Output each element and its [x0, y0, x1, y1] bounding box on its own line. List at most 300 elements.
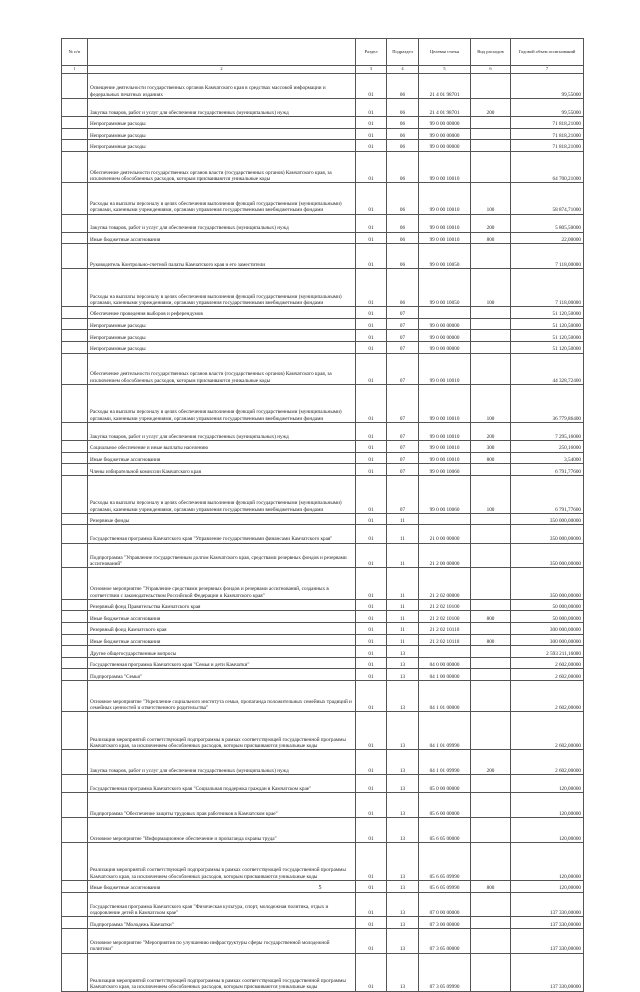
column-number: 7 [511, 66, 584, 74]
row-amount: 71 818,21000 [511, 128, 584, 140]
row-expense-type [471, 646, 511, 658]
row-target-article: 99 0 00 10010 [419, 151, 471, 182]
row-target-article: 21 4 01 98701 [419, 74, 471, 99]
row-amount: 71 818,21000 [511, 140, 584, 152]
row-number [62, 441, 88, 453]
row-razdel: 01 [356, 74, 387, 99]
row-name: Закупка товаров, работ и услуг для обеспечения государственных (муниципальных) нужд [88, 214, 356, 232]
row-name: Подпрограмма "Управление государственным долгом Камчатского края, средствами резервных фондов и резервами ассигнований" [88, 543, 356, 568]
row-razdel: 01 [356, 793, 387, 818]
row-razdel: 01 [356, 842, 387, 880]
row-target-article: 99 0 00 00000 [419, 341, 471, 353]
row-amount: 51 120,50000 [511, 330, 584, 342]
row-target-article: 99 0 00 10010 [419, 183, 471, 214]
row-target-article: 05 6 05 09990 [419, 880, 471, 892]
row-razdel: 01 [356, 151, 387, 182]
table-row [62, 341, 584, 353]
row-name: Социальное обеспечение и иные выплаты населению [88, 441, 356, 453]
row-razdel: 01 [356, 917, 387, 929]
row-name: Непрограммные расходы [88, 128, 356, 140]
row-razdel: 01 [356, 214, 387, 232]
row-number [62, 623, 88, 635]
row-expense-type: 800 [471, 634, 511, 646]
row-podrazdel: 07 [387, 475, 419, 513]
row-amount: 5 805,50000 [511, 214, 584, 232]
row-amount: 350 000,00000 [511, 543, 584, 568]
row-name: Иные бюджетные ассигнования [88, 452, 356, 464]
row-podrazdel: 13 [387, 750, 419, 775]
row-razdel: 01 [356, 818, 387, 843]
row-amount: 2 602,00000 [511, 657, 584, 669]
column-number: 6 [471, 66, 511, 74]
row-target-article [419, 646, 471, 658]
row-razdel: 01 [356, 611, 387, 623]
row-razdel: 01 [356, 657, 387, 669]
row-number [62, 599, 88, 611]
row-number [62, 513, 88, 525]
row-razdel: 01 [356, 646, 387, 658]
row-amount: 7 118,00000 [511, 269, 584, 307]
column-number: 4 [387, 66, 419, 74]
row-amount: 120,00000 [511, 793, 584, 818]
row-expense-type [471, 74, 511, 99]
row-name: Государственная программа Камчатского края "Физическая культура, спорт, молодежная политика, отдых и оздоровление детей в Камчатском крае" [88, 892, 356, 917]
row-number [62, 232, 88, 244]
header-row [62, 39, 584, 66]
row-razdel: 01 [356, 928, 387, 953]
row-amount: 6 791,77600 [511, 464, 584, 476]
row-razdel: 01 [356, 341, 387, 353]
table-row [62, 318, 584, 330]
table-row [62, 793, 584, 818]
row-podrazdel: 07 [387, 318, 419, 330]
row-razdel: 01 [356, 953, 387, 991]
row-razdel: 01 [356, 244, 387, 269]
table-row [62, 307, 584, 319]
row-amount: 2 602,00000 [511, 680, 584, 711]
row-number [62, 475, 88, 513]
row-razdel: 01 [356, 116, 387, 128]
row-expense-type: 100 [471, 384, 511, 422]
row-target-article: 99 0 00 10010 [419, 214, 471, 232]
row-expense-type: 800 [471, 452, 511, 464]
row-number [62, 353, 88, 384]
row-podrazdel: 13 [387, 880, 419, 892]
row-name: Основное мероприятие "Информационное обеспечение и пропаганда охраны труда" [88, 818, 356, 843]
row-amount: 64 700,21000 [511, 151, 584, 182]
row-expense-type [471, 657, 511, 669]
row-target-article: 99 0 00 00000 [419, 318, 471, 330]
row-name: Иные бюджетные ассигнования [88, 880, 356, 892]
row-number [62, 818, 88, 843]
row-name: Непрограммные расходы [88, 116, 356, 128]
table-row [62, 634, 584, 646]
row-amount: 120,00000 [511, 880, 584, 892]
row-number [62, 464, 88, 476]
row-number [62, 452, 88, 464]
row-number [62, 680, 88, 711]
row-amount: 137 330,00000 [511, 953, 584, 991]
row-podrazdel: 06 [387, 244, 419, 269]
row-number [62, 318, 88, 330]
row-target-article: 04 1 00 00000 [419, 669, 471, 681]
row-razdel: 01 [356, 441, 387, 453]
row-name: Расходы на выплаты персоналу в целях обеспечения выполнения функций государственными (муниципальными) органами, казенными учреждениями, органами управления государственными внебюджетными фондами [88, 475, 356, 513]
row-amount: 99,55000 [511, 98, 584, 116]
table-row [62, 441, 584, 453]
row-number [62, 543, 88, 568]
row-razdel: 01 [356, 140, 387, 152]
row-razdel: 01 [356, 543, 387, 568]
table-row [62, 928, 584, 953]
row-number [62, 128, 88, 140]
row-podrazdel: 13 [387, 892, 419, 917]
row-razdel: 01 [356, 269, 387, 307]
table-row [62, 269, 584, 307]
row-podrazdel: 07 [387, 441, 419, 453]
row-number [62, 330, 88, 342]
row-podrazdel: 11 [387, 599, 419, 611]
row-amount: 3,54000 [511, 452, 584, 464]
row-podrazdel: 13 [387, 818, 419, 843]
table-row [62, 599, 584, 611]
row-target-article: 07 3 05 09990 [419, 953, 471, 991]
row-number [62, 341, 88, 353]
row-number [62, 917, 88, 929]
row-podrazdel: 07 [387, 452, 419, 464]
table-row [62, 232, 584, 244]
row-amount: 350 000,00000 [511, 513, 584, 525]
row-expense-type [471, 140, 511, 152]
column-number: 2 [88, 66, 356, 74]
row-amount: 350 000,00000 [511, 525, 584, 543]
row-target-article: 21 2 02 10100 [419, 599, 471, 611]
row-expense-type [471, 928, 511, 953]
row-number [62, 712, 88, 750]
table-row [62, 525, 584, 543]
row-expense-type [471, 151, 511, 182]
row-name: Резервный фонд Правительства Камчатского края [88, 599, 356, 611]
row-name: Расходы на выплаты персоналу в целях обеспечения выполнения функций государственными (муниципальными) органами, казенными учреждениями, органами управления государственными внебюджетными фондами [88, 384, 356, 422]
row-expense-type [471, 669, 511, 681]
row-amount: 51 120,50000 [511, 341, 584, 353]
row-podrazdel: 11 [387, 623, 419, 635]
table-row [62, 750, 584, 775]
row-name: Закупка товаров, работ и услуг для обеспечения государственных (муниципальных) нужд [88, 98, 356, 116]
column-number-row [62, 66, 584, 74]
row-expense-type [471, 842, 511, 880]
row-podrazdel: 11 [387, 543, 419, 568]
table-row [62, 611, 584, 623]
row-name: Закупка товаров, работ и услуг для обеспечения государственных (муниципальных) нужд [88, 750, 356, 775]
row-razdel: 01 [356, 128, 387, 140]
row-podrazdel: 13 [387, 646, 419, 658]
row-razdel: 01 [356, 452, 387, 464]
row-razdel: 01 [356, 330, 387, 342]
row-expense-type [471, 599, 511, 611]
table-row [62, 452, 584, 464]
row-podrazdel: 13 [387, 953, 419, 991]
row-razdel: 01 [356, 384, 387, 422]
row-podrazdel: 13 [387, 842, 419, 880]
row-expense-type: 200 [471, 98, 511, 116]
row-name: Руководитель Контрольно-счетной палаты Камчатского края и его заместители [88, 244, 356, 269]
row-expense-type [471, 318, 511, 330]
row-name: Расходы на выплаты персоналу в целях обеспечения выполнения функций государственными (муниципальными) органами, казенными учреждениями, органами управления государственными внебюджетными фондами [88, 183, 356, 214]
row-podrazdel: 07 [387, 353, 419, 384]
row-razdel: 01 [356, 525, 387, 543]
table-row [62, 422, 584, 440]
table-row [62, 353, 584, 384]
row-podrazdel: 13 [387, 657, 419, 669]
row-name: Расходы на выплаты персоналу в целях обеспечения выполнения функций государственными (муниципальными) органами, казенными учреждениями, органами управления государственными внебюджетными фондами [88, 269, 356, 307]
row-target-article: 05 0 00 00000 [419, 775, 471, 793]
header-num: № п/п [62, 39, 88, 66]
row-number [62, 892, 88, 917]
column-number: 3 [356, 66, 387, 74]
row-amount: 137 330,00000 [511, 892, 584, 917]
row-target-article: 99 0 00 10050 [419, 269, 471, 307]
row-expense-type [471, 818, 511, 843]
row-razdel: 01 [356, 623, 387, 635]
row-expense-type: 800 [471, 232, 511, 244]
row-expense-type [471, 307, 511, 319]
header-name [88, 39, 356, 66]
row-expense-type [471, 793, 511, 818]
row-razdel: 01 [356, 634, 387, 646]
row-target-article: 99 0 00 10010 [419, 232, 471, 244]
row-amount: 7 118,00000 [511, 244, 584, 269]
row-number [62, 74, 88, 99]
table-row [62, 568, 584, 599]
budget-table [61, 38, 584, 992]
row-expense-type [471, 128, 511, 140]
row-expense-type [471, 116, 511, 128]
row-podrazdel: 11 [387, 525, 419, 543]
row-amount: 7 295,16000 [511, 422, 584, 440]
row-podrazdel: 11 [387, 568, 419, 599]
row-amount: 71 818,21000 [511, 116, 584, 128]
table-row [62, 116, 584, 128]
row-target-article: 21 2 02 10100 [419, 611, 471, 623]
row-podrazdel: 13 [387, 917, 419, 929]
row-expense-type: 100 [471, 183, 511, 214]
table-row [62, 917, 584, 929]
row-podrazdel: 07 [387, 422, 419, 440]
row-number [62, 525, 88, 543]
row-razdel: 01 [356, 712, 387, 750]
row-razdel: 01 [356, 669, 387, 681]
header-expense-type: Вид расходов [471, 39, 511, 66]
row-razdel: 01 [356, 464, 387, 476]
row-target-article: 04 0 00 00000 [419, 657, 471, 669]
row-amount: 137 330,00000 [511, 928, 584, 953]
row-name: Иные бюджетные ассигнования [88, 232, 356, 244]
row-name: Реализация мероприятий соответствующей подпрограммы в рамках соответствующей государственной программы Камчатского края, за исключением обособленных расходов, которым присваиваются уникальные коды [88, 953, 356, 991]
row-name: Обеспечение деятельности государственных органов власти (государственных органов) Камчатского края, за исключением обособленных расходов, которым присваиваются уникальные коды [88, 151, 356, 182]
table-row [62, 892, 584, 917]
row-amount: 120,00000 [511, 775, 584, 793]
row-razdel: 01 [356, 880, 387, 892]
table-row [62, 151, 584, 182]
row-name: Непрограммные расходы [88, 341, 356, 353]
row-name: Резервные фонды [88, 513, 356, 525]
row-amount: 137 330,00000 [511, 917, 584, 929]
row-amount: 2 593 211,16000 [511, 646, 584, 658]
row-target-article: 07 3 05 00000 [419, 928, 471, 953]
row-target-article: 99 0 00 00000 [419, 330, 471, 342]
row-expense-type [471, 953, 511, 991]
row-expense-type [471, 464, 511, 476]
row-number [62, 183, 88, 214]
header-podrazdel: Подраздел [387, 39, 419, 66]
row-podrazdel: 13 [387, 928, 419, 953]
row-razdel: 01 [356, 513, 387, 525]
row-podrazdel: 11 [387, 611, 419, 623]
table-row [62, 842, 584, 880]
row-amount: 36 779,86400 [511, 384, 584, 422]
row-podrazdel: 06 [387, 269, 419, 307]
row-podrazdel: 06 [387, 183, 419, 214]
row-razdel: 01 [356, 307, 387, 319]
row-expense-type [471, 353, 511, 384]
row-podrazdel: 07 [387, 307, 419, 319]
row-amount: 2 602,00000 [511, 669, 584, 681]
table-row [62, 128, 584, 140]
row-target-article: 99 0 00 00000 [419, 140, 471, 152]
row-razdel: 01 [356, 892, 387, 917]
row-podrazdel: 06 [387, 128, 419, 140]
row-podrazdel: 07 [387, 341, 419, 353]
row-razdel: 01 [356, 568, 387, 599]
row-number [62, 116, 88, 128]
row-number [62, 646, 88, 658]
row-expense-type: 100 [471, 475, 511, 513]
page-number: 5 [318, 885, 322, 891]
row-number [62, 244, 88, 269]
row-target-article: 04 1 01 09990 [419, 750, 471, 775]
row-number [62, 140, 88, 152]
row-number [62, 151, 88, 182]
table-row [62, 543, 584, 568]
row-name: Реализация мероприятий соответствующей подпрограммы в рамках соответствующей государственной программы Камчатского края, за исключением обособленных расходов, которым присваиваются уникальные коды [88, 712, 356, 750]
row-target-article: 07 0 00 00000 [419, 892, 471, 917]
row-number [62, 269, 88, 307]
row-number [62, 634, 88, 646]
row-amount: 2 602,00000 [511, 750, 584, 775]
row-podrazdel: 11 [387, 634, 419, 646]
table-row [62, 464, 584, 476]
row-target-article: 05 6 05 00000 [419, 818, 471, 843]
row-target-article: 21 2 02 10110 [419, 623, 471, 635]
row-target-article: 04 1 01 09990 [419, 712, 471, 750]
row-amount: 99,55000 [511, 74, 584, 99]
header-annual-amount: Годовой объем ассигнований [511, 39, 584, 66]
row-target-article: 99 0 00 10010 [419, 422, 471, 440]
row-target-article: 99 0 00 00000 [419, 116, 471, 128]
row-razdel: 01 [356, 318, 387, 330]
row-amount: 22,00000 [511, 232, 584, 244]
row-target-article: 05 6 00 00000 [419, 793, 471, 818]
row-name: Государственная программа Камчатского края "Семья и дети Камчатки" [88, 657, 356, 669]
row-name: Иные бюджетные ассигнования [88, 611, 356, 623]
row-razdel: 01 [356, 353, 387, 384]
row-target-article [419, 307, 471, 319]
row-amount: 300 000,00000 [511, 634, 584, 646]
row-name: Члены избирательной комиссии Камчатского края [88, 464, 356, 476]
row-name: Освещение деятельности государственных органов Камчатского края в средствах массовой информации и федеральных печатных изданиях [88, 74, 356, 99]
row-expense-type: 300 [471, 441, 511, 453]
table-row [62, 98, 584, 116]
row-name: Непрограммные расходы [88, 330, 356, 342]
column-number: 1 [62, 66, 88, 74]
row-expense-type: 100 [471, 269, 511, 307]
row-expense-type: 200 [471, 750, 511, 775]
row-name: Другие общегосударственные вопросы [88, 646, 356, 658]
row-expense-type [471, 892, 511, 917]
row-amount: 51 120,50000 [511, 318, 584, 330]
row-name: Обеспечение проведения выборов и референдумов [88, 307, 356, 319]
row-number [62, 953, 88, 991]
row-target-article: 99 0 00 10010 [419, 452, 471, 464]
table-row [62, 775, 584, 793]
table-row [62, 330, 584, 342]
row-target-article [419, 513, 471, 525]
row-razdel: 01 [356, 750, 387, 775]
row-target-article: 21 2 02 00000 [419, 568, 471, 599]
row-razdel: 01 [356, 599, 387, 611]
table-row [62, 818, 584, 843]
row-expense-type [471, 712, 511, 750]
row-name: Непрограммные расходы [88, 140, 356, 152]
row-target-article: 99 0 00 10050 [419, 244, 471, 269]
table-row [62, 623, 584, 635]
row-number [62, 842, 88, 880]
row-name: Непрограммные расходы [88, 318, 356, 330]
row-name: Основное мероприятие "Укрепление социального института семьи, пропаганда положительных семейных традиций и семейных ценностей и ответственного родительства" [88, 680, 356, 711]
row-target-article: 99 0 00 10010 [419, 441, 471, 453]
row-target-article: 99 0 00 00000 [419, 128, 471, 140]
row-amount: 120,00000 [511, 842, 584, 880]
row-expense-type: 800 [471, 611, 511, 623]
row-razdel: 01 [356, 475, 387, 513]
row-amount: 51 120,50000 [511, 307, 584, 319]
table-row [62, 384, 584, 422]
table-row [62, 140, 584, 152]
row-name: Основное мероприятие "Мероприятия по улучшению инфраструктуры сферы государственной молодежной политики" [88, 928, 356, 953]
row-name: Государственная программа Камчатского края "Социальная поддержка граждан в Камчатском крае" [88, 775, 356, 793]
row-expense-type [471, 623, 511, 635]
row-expense-type [471, 917, 511, 929]
row-expense-type: 800 [471, 880, 511, 892]
row-podrazdel: 06 [387, 151, 419, 182]
row-target-article: 21 4 01 98701 [419, 98, 471, 116]
table-row [62, 74, 584, 99]
row-name: Подпрограмма "Молодежь Камчатки" [88, 917, 356, 929]
row-podrazdel: 06 [387, 98, 419, 116]
row-amount: 250,16000 [511, 441, 584, 453]
row-expense-type: 200 [471, 214, 511, 232]
table-row [62, 475, 584, 513]
table-row [62, 669, 584, 681]
row-podrazdel: 13 [387, 712, 419, 750]
row-name: Подпрограмма "Обеспечение защиты трудовых прав работников в Камчатском крае" [88, 793, 356, 818]
row-number [62, 611, 88, 623]
row-podrazdel: 07 [387, 384, 419, 422]
row-expense-type [471, 330, 511, 342]
row-razdel: 01 [356, 183, 387, 214]
table-row [62, 646, 584, 658]
